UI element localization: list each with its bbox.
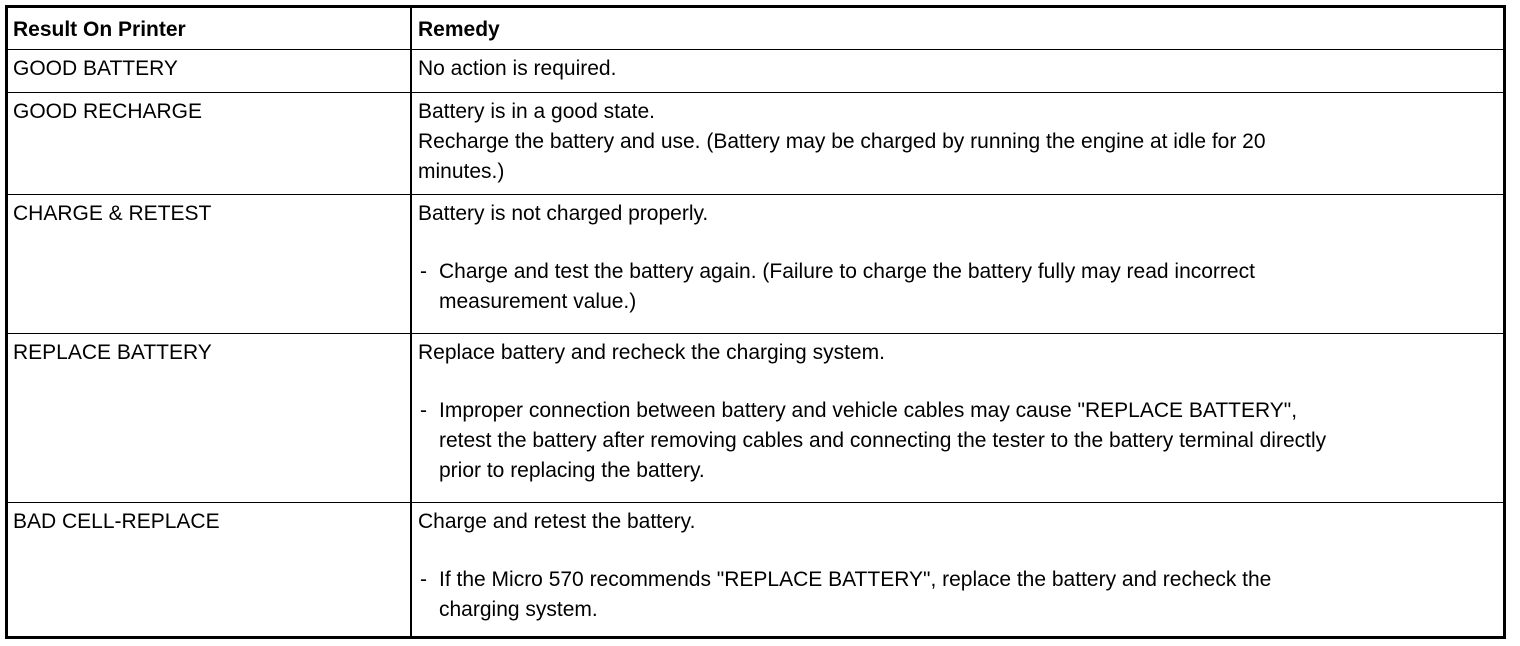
result-cell: GOOD RECHARGE: [8, 93, 412, 194]
remedy-line: Replace battery and recheck the charging system.: [418, 341, 885, 364]
battery-test-results-table: [5, 5, 1506, 639]
bullet-dash: -: [420, 260, 427, 283]
result-cell: BAD CELL-REPLACE: [8, 503, 412, 636]
remedy-line: No action is required.: [418, 57, 617, 80]
remedy-line: Battery is in a good state.: [418, 100, 655, 123]
result-cell: REPLACE BATTERY: [8, 334, 412, 502]
remedy-bullet-text: If the Micro 570 recommends "REPLACE BATTERY", replace the battery and recheck the: [439, 568, 1272, 591]
table-row: [8, 334, 1503, 503]
table-row: [8, 195, 1503, 334]
remedy-bullet-text: Charge and test the battery again. (Failure to charge the battery fully may read incorrect: [439, 260, 1255, 283]
remedy-bullet-text: measurement value.): [439, 290, 637, 313]
result-cell: GOOD BATTERY: [8, 50, 412, 92]
remedy-cell: [412, 334, 1503, 502]
remedy-bullet-line: [418, 565, 1503, 595]
remedy-bullet-line: [418, 396, 1503, 426]
remedy-cell: [412, 195, 1503, 333]
header-remedy: Remedy: [418, 18, 500, 41]
remedy-bullet-text: charging system.: [439, 598, 598, 621]
remedy-cell: [412, 50, 1503, 92]
table-header-row: [8, 8, 1503, 50]
remedy-bullet-line: [418, 595, 1503, 625]
remedy-bullet-line: [418, 287, 1503, 317]
bullet-dash: -: [420, 568, 427, 591]
remedy-cell: [412, 93, 1503, 194]
remedy-line: Recharge the battery and use. (Battery may be charged by running the engine at idle for 20: [418, 130, 1266, 153]
remedy-bullet-line: [418, 426, 1503, 456]
bullet-dash: -: [420, 399, 427, 422]
table-row: [8, 50, 1503, 93]
table-row: [8, 93, 1503, 195]
remedy-line: minutes.): [418, 160, 505, 183]
remedy-bullet-line: [418, 456, 1503, 486]
remedy-bullet-text: retest the battery after removing cables and connecting the tester to the battery terminal directly: [439, 429, 1327, 452]
remedy-line: Battery is not charged properly.: [418, 202, 709, 225]
remedy-bullet-text: Improper connection between battery and vehicle cables may cause "REPLACE BATTERY",: [439, 399, 1298, 422]
result-cell: CHARGE & RETEST: [8, 195, 412, 333]
remedy-line: Charge and retest the battery.: [418, 510, 696, 533]
remedy-cell: [412, 503, 1503, 636]
table-row: [8, 503, 1503, 636]
remedy-bullet-line: [418, 257, 1503, 287]
remedy-bullet-text: prior to replacing the battery.: [439, 459, 705, 482]
header-result-on-printer: Result On Printer: [8, 8, 412, 49]
